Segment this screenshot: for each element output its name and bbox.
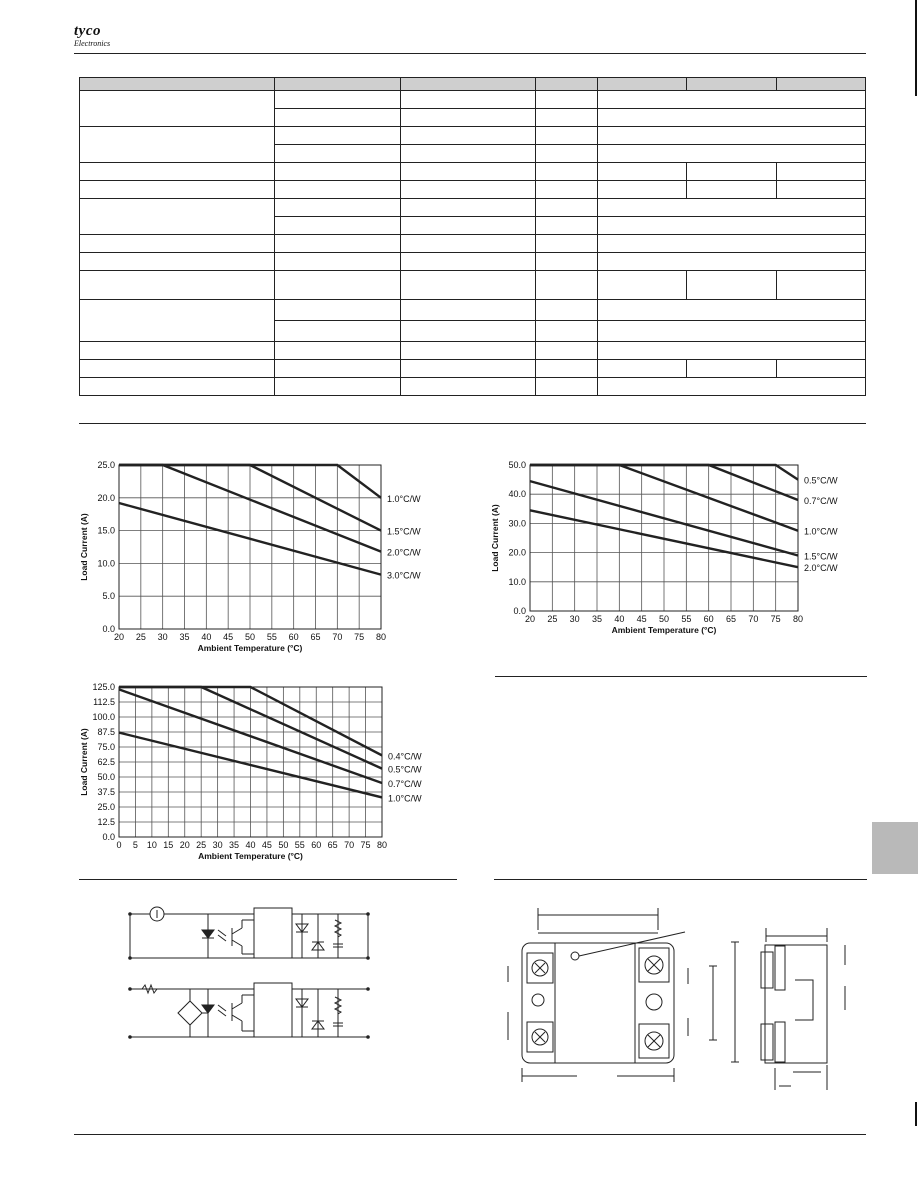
- table-cell: [80, 163, 275, 181]
- x-tick-label: 60: [288, 632, 299, 642]
- table-cell: [598, 181, 687, 199]
- table-row: [80, 199, 866, 217]
- table-cell: [777, 271, 866, 300]
- series-label: 1.0°C/W: [388, 793, 422, 804]
- table-row: [80, 378, 866, 396]
- x-tick-label: 25: [135, 632, 146, 642]
- x-tick-label: 55: [681, 614, 692, 624]
- table-cell: [401, 253, 536, 271]
- y-tick-label: 125.0: [92, 682, 115, 692]
- table-cell: [536, 145, 598, 163]
- x-tick-label: 65: [310, 632, 321, 642]
- table-cell: [598, 163, 687, 181]
- table-cell: [275, 127, 401, 145]
- table-cell: [401, 342, 536, 360]
- table-cell: [598, 109, 866, 127]
- x-tick-label: 10: [146, 840, 157, 850]
- x-tick-label: 50: [658, 614, 670, 624]
- table-header-cell: [80, 78, 275, 91]
- x-tick-label: 60: [311, 840, 322, 850]
- table-row: [80, 271, 866, 300]
- table-cell: [275, 253, 401, 271]
- table-cell: [598, 378, 866, 396]
- table-cell: [80, 300, 275, 342]
- y-tick-label: 100.0: [92, 712, 115, 722]
- wiring-diagram-ac-input: [120, 975, 380, 1047]
- table-cell: [598, 271, 687, 300]
- table-cell: [536, 199, 598, 217]
- x-axis-label: Ambient Temperature (°C): [198, 851, 303, 861]
- table-header-cell: [777, 78, 866, 91]
- y-tick-label: 87.5: [97, 727, 115, 737]
- y-tick-label: 0.0: [513, 606, 526, 616]
- x-tick-label: 60: [703, 614, 714, 624]
- y-tick-label: 15.0: [97, 525, 115, 536]
- y-tick-label: 10.0: [97, 558, 115, 569]
- table-cell: [275, 163, 401, 181]
- table-cell: [598, 235, 866, 253]
- x-tick-label: 15: [163, 840, 174, 850]
- table-cell: [275, 378, 401, 396]
- table-cell: [275, 271, 401, 300]
- table-cell: [777, 163, 866, 181]
- table-cell: [80, 271, 275, 300]
- table-cell: [401, 127, 536, 145]
- y-tick-label: 30.0: [508, 518, 526, 529]
- y-axis-label: Load Current (A): [79, 728, 89, 796]
- x-tick-label: 35: [591, 614, 603, 624]
- table-cell: [687, 271, 777, 300]
- table-header-cell: [275, 78, 401, 91]
- table-row: [80, 235, 866, 253]
- table-cell: [401, 235, 536, 253]
- x-tick-label: 40: [245, 840, 256, 850]
- y-tick-label: 5.0: [102, 591, 115, 602]
- table-cell: [598, 199, 866, 217]
- table-cell: [536, 181, 598, 199]
- table-row: [80, 253, 866, 271]
- x-tick-label: 40: [201, 632, 212, 642]
- x-tick-label: 45: [223, 632, 234, 642]
- section-rule-left-bottom: [79, 879, 457, 880]
- table-cell: [401, 109, 536, 127]
- section-index-tab: [872, 822, 918, 874]
- table-row: [80, 300, 866, 321]
- specification-table: [79, 77, 866, 396]
- y-tick-label: 0.0: [102, 832, 115, 842]
- y-tick-label: 37.5: [97, 787, 115, 797]
- y-tick-label: 12.5: [97, 817, 115, 827]
- series-label: 2.0°C/W: [804, 563, 838, 574]
- table-cell: [777, 181, 866, 199]
- x-tick-label: 20: [113, 632, 125, 642]
- table-cell: [598, 360, 687, 378]
- x-tick-label: 50: [244, 632, 256, 642]
- table-row: [80, 163, 866, 181]
- table-cell: [536, 360, 598, 378]
- x-tick-label: 75: [360, 840, 371, 850]
- x-tick-label: 65: [327, 840, 338, 850]
- outline-dimension-drawing: [495, 900, 865, 1100]
- table-cell: [275, 199, 401, 217]
- brand-subtitle: Electronics: [74, 39, 111, 48]
- y-tick-label: 20.0: [508, 547, 526, 558]
- section-rule-charts: [79, 423, 866, 424]
- table-cell: [536, 342, 598, 360]
- table-cell: [275, 91, 401, 109]
- page-edge-mark-top: [915, 0, 917, 96]
- table-row: [80, 342, 866, 360]
- page-edge-mark-bottom: [915, 1102, 917, 1126]
- table-cell: [275, 181, 401, 199]
- table-cell: [598, 145, 866, 163]
- table-cell: [401, 360, 536, 378]
- table-cell: [275, 109, 401, 127]
- series-label: 0.7°C/W: [804, 496, 838, 507]
- table-cell: [536, 235, 598, 253]
- table-cell: [536, 91, 598, 109]
- y-tick-label: 20.0: [97, 492, 115, 503]
- table-cell: [401, 163, 536, 181]
- series-label: 0.5°C/W: [804, 475, 838, 486]
- y-tick-label: 50.0: [508, 460, 526, 470]
- x-tick-label: 5: [132, 840, 138, 850]
- x-tick-label: 0: [116, 840, 122, 850]
- table-cell: [598, 300, 866, 321]
- table-header-cell: [401, 78, 536, 91]
- table-cell: [80, 342, 275, 360]
- table-cell: [598, 342, 866, 360]
- y-axis-label: Load Current (A): [490, 504, 500, 572]
- series-label: 1.5°C/W: [387, 526, 421, 537]
- y-tick-label: 25.0: [97, 460, 115, 470]
- y-tick-label: 40.0: [508, 489, 526, 500]
- table-cell: [401, 378, 536, 396]
- table-cell: [80, 127, 275, 163]
- series-label: 3.0°C/W: [387, 570, 421, 581]
- y-tick-label: 50.0: [97, 772, 115, 782]
- series-label: 0.5°C/W: [388, 764, 422, 775]
- table-cell: [275, 235, 401, 253]
- table-cell: [80, 253, 275, 271]
- y-tick-label: 112.5: [93, 697, 115, 707]
- table-cell: [80, 181, 275, 199]
- section-rule-right-bottom: [494, 879, 867, 880]
- table-cell: [401, 271, 536, 300]
- table-cell: [687, 360, 777, 378]
- x-tick-label: 45: [636, 614, 647, 624]
- table-cell: [275, 217, 401, 235]
- y-tick-label: 62.5: [97, 757, 115, 767]
- brand-name: tyco: [74, 23, 101, 39]
- y-tick-label: 10.0: [508, 576, 526, 587]
- table-cell: [598, 127, 866, 145]
- table-cell: [536, 321, 598, 342]
- x-tick-label: 40: [614, 614, 625, 624]
- table-cell: [536, 127, 598, 145]
- x-tick-label: 55: [294, 840, 305, 850]
- table-cell: [275, 360, 401, 378]
- table-header-cell: [687, 78, 777, 91]
- table-cell: [598, 253, 866, 271]
- x-tick-label: 30: [157, 632, 168, 642]
- table-row: [80, 127, 866, 145]
- table-cell: [80, 360, 275, 378]
- x-tick-label: 35: [229, 840, 240, 850]
- x-tick-label: 70: [332, 632, 343, 642]
- table-cell: [598, 91, 866, 109]
- table-row: [80, 181, 866, 199]
- table-cell: [401, 91, 536, 109]
- x-tick-label: 80: [375, 632, 387, 642]
- table-cell: [598, 321, 866, 342]
- header-rule: [74, 53, 866, 54]
- x-tick-label: 30: [212, 840, 223, 850]
- x-tick-label: 25: [196, 840, 207, 850]
- table-cell: [536, 109, 598, 127]
- table-cell: [536, 300, 598, 321]
- table-header-row: [80, 78, 866, 91]
- series-label: 0.4°C/W: [388, 751, 422, 762]
- series-label: 2.0°C/W: [387, 547, 421, 558]
- x-tick-label: 75: [770, 614, 781, 624]
- table-cell: [536, 163, 598, 181]
- table-row: [80, 91, 866, 109]
- x-tick-label: 70: [748, 614, 759, 624]
- x-tick-label: 55: [266, 632, 277, 642]
- x-tick-label: 65: [725, 614, 737, 624]
- series-label: 1.0°C/W: [804, 526, 838, 537]
- table-cell: [401, 300, 536, 321]
- table-cell: [598, 217, 866, 235]
- table-cell: [80, 91, 275, 127]
- table-row: [80, 360, 866, 378]
- derating-chart-3: [60, 678, 440, 868]
- table-cell: [401, 181, 536, 199]
- table-cell: [80, 199, 275, 235]
- tyco-electronics-logo: [74, 24, 110, 48]
- table-header-cell: [536, 78, 598, 91]
- y-tick-label: 25.0: [97, 802, 115, 812]
- table-cell: [777, 360, 866, 378]
- x-tick-label: 45: [261, 840, 272, 850]
- x-tick-label: 30: [569, 614, 580, 624]
- table-cell: [80, 235, 275, 253]
- table-cell: [401, 145, 536, 163]
- x-tick-label: 20: [524, 614, 536, 624]
- x-tick-label: 80: [376, 840, 388, 850]
- table-cell: [401, 321, 536, 342]
- x-tick-label: 70: [344, 840, 355, 850]
- x-tick-label: 75: [354, 632, 365, 642]
- table-cell: [536, 217, 598, 235]
- table-cell: [275, 342, 401, 360]
- x-tick-label: 80: [792, 614, 804, 624]
- x-tick-label: 50: [278, 840, 289, 850]
- table-cell: [536, 271, 598, 300]
- wiring-diagram-dc-input: [120, 900, 380, 970]
- table-cell: [401, 199, 536, 217]
- series-label: 1.5°C/W: [804, 551, 838, 562]
- y-tick-label: 75.0: [97, 742, 115, 752]
- x-tick-label: 35: [179, 632, 190, 642]
- table-cell: [80, 378, 275, 396]
- x-axis-label: Ambient Temperature (°C): [197, 643, 303, 653]
- table-cell: [687, 181, 777, 199]
- series-label: 1.0°C/W: [387, 493, 421, 504]
- x-tick-label: 20: [179, 840, 190, 850]
- derating-chart-1: [60, 455, 440, 665]
- table-header-cell: [598, 78, 687, 91]
- table-cell: [536, 378, 598, 396]
- section-rule-right-middle: [495, 676, 867, 677]
- y-axis-label: Load Current (A): [79, 513, 89, 581]
- footer-rule: [74, 1134, 866, 1135]
- x-tick-label: 25: [547, 614, 558, 624]
- table-cell: [401, 217, 536, 235]
- series-label: 0.7°C/W: [388, 779, 422, 789]
- y-tick-label: 0.0: [102, 624, 115, 634]
- table-cell: [275, 300, 401, 321]
- table-cell: [275, 145, 401, 163]
- table-cell: [275, 321, 401, 342]
- derating-chart-2: [478, 455, 858, 645]
- table-cell: [536, 253, 598, 271]
- x-axis-label: Ambient Temperature (°C): [611, 625, 717, 635]
- table-cell: [687, 163, 777, 181]
